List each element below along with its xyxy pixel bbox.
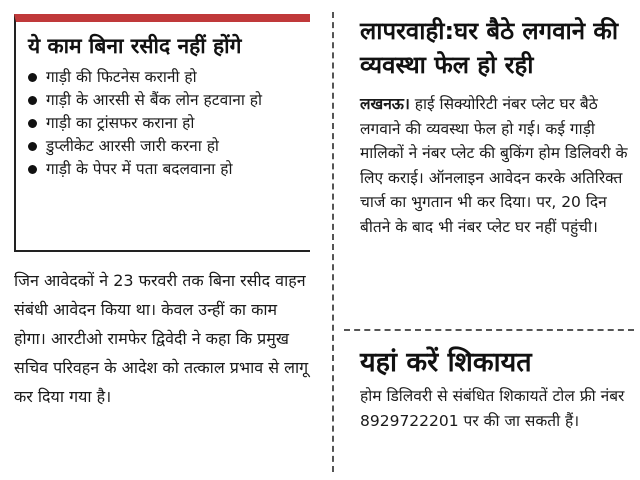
bullet-icon (28, 142, 37, 151)
list-item (26, 112, 306, 135)
left-paragraph: जिन आवेदकों ने 23 फरवरी तक बिना रसीद वाहन संबंधी आवेदन किया था। केवल उन्हीं का काम होगा। आरटीओ रामफेर द्विवेदी ने कहा कि प्रमुख सचिव परिवहन के आदेश को तत्काल प्रभाव से लागू कर दिया गया है। (14, 271, 309, 406)
bullet-icon (28, 96, 37, 105)
info-box-title: ये काम बिना रसीद नहीं होंगे (28, 34, 242, 58)
article-headline: लापरवाही:घर बैठे लगवाने की व्यवस्था फेल हो रही (360, 17, 619, 79)
complaint-text: होम डिलिवरी से संबंधित शिकायतें टोल फ्री नंबर 8929722201 पर की जा सकती हैं। (360, 387, 625, 430)
info-box-list (26, 66, 306, 181)
complaint-heading: यहां करें शिकायत (360, 347, 532, 378)
article-dateline: लखनऊ। (360, 95, 410, 113)
list-item (26, 66, 306, 89)
list-item (26, 89, 306, 112)
article-body (360, 92, 638, 239)
bullet-icon (28, 73, 37, 82)
bullet-icon (28, 119, 37, 128)
list-item-text: गाड़ी का ट्रांसफर कराना हो (46, 114, 195, 132)
list-item-text: डुप्लीकेट आरसी जारी करना हो (46, 137, 219, 155)
section-divider (344, 329, 634, 331)
list-item (26, 158, 306, 181)
column-divider (332, 12, 334, 472)
bullet-icon (28, 165, 37, 174)
info-box (14, 14, 310, 252)
list-item-text: गाड़ी की फिटनेस करानी हो (46, 68, 197, 86)
list-item-text: गाड़ी के पेपर में पता बदलवाना हो (46, 160, 233, 178)
list-item-text: गाड़ी के आरसी से बैंक लोन हटवाना हो (46, 91, 263, 109)
right-column (344, 0, 634, 480)
article-text: हाई सिक्योरिटी नंबर प्लेट घर बैठे लगवाने की व्यवस्था फेल हो गई। कई गाड़ी मालिकों ने नंबर प्लेट की बुकिंग होम डिलिवरी के लिए कराई। ऑनलाइन आवेदन करके अतिरिक्त चार्ज का भुगतान भी कर दिया। पर, 20 दिन बीतने के बाद भी नंबर प्लेट घर नहीं पहुंची। (360, 95, 628, 236)
list-item (26, 135, 306, 158)
